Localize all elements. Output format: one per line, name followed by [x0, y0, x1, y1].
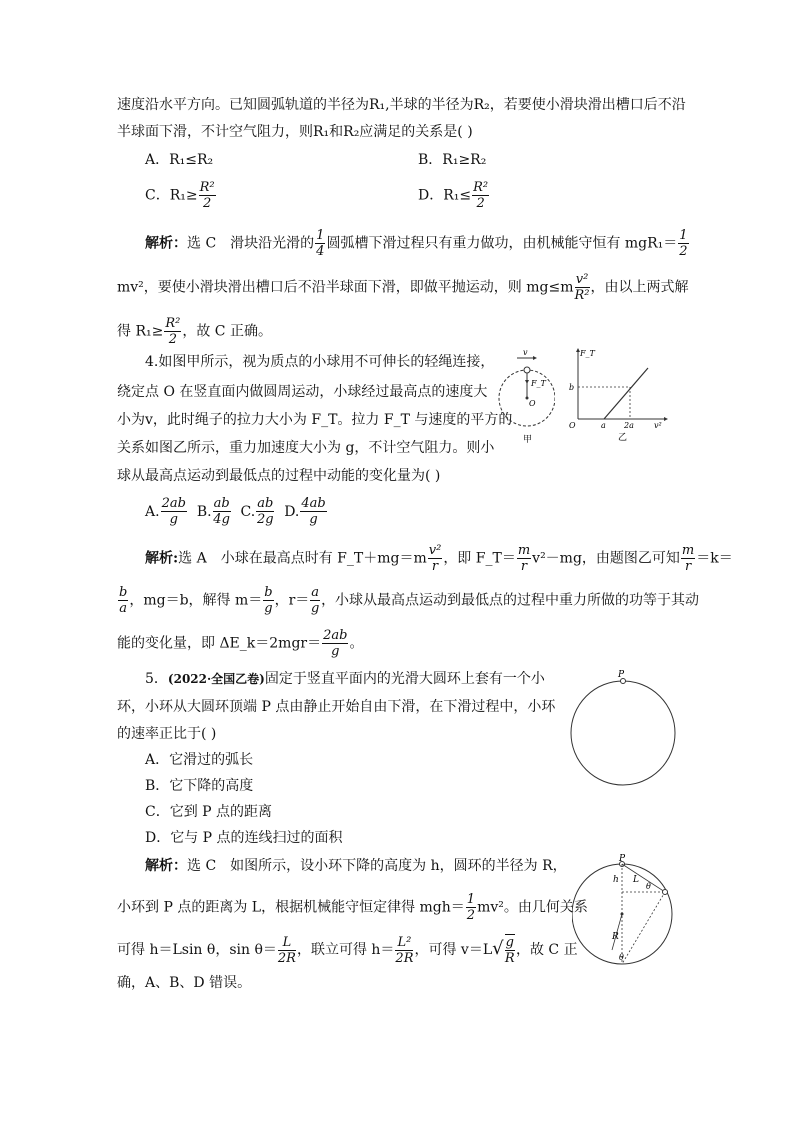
frac-den: 4g: [213, 512, 230, 527]
analysis-choice: 选 C: [187, 235, 217, 252]
label-ft: F_T: [580, 349, 595, 358]
label-theta: θ: [646, 882, 651, 891]
frac-den: r: [684, 559, 692, 574]
option-label: D.: [284, 503, 300, 520]
frac-den: 2: [679, 244, 688, 259]
q4-stem-line5: 球从最高点运动到最低点的过程中动能的变化量为( ): [117, 468, 441, 484]
geometry-svg: [572, 850, 676, 970]
q3-option-b: B．R₁≥R₂: [418, 152, 487, 168]
frac-num: ab: [257, 496, 274, 511]
frac-num: m: [681, 543, 695, 558]
graph-line: [604, 368, 648, 419]
q3-stem-line2: 半球面下滑，不计空气阻力，则R₁和R₂应满足的关系是( ): [117, 124, 473, 140]
frac-num: L²: [395, 935, 413, 951]
q3-option-c-frac: [199, 180, 216, 211]
q4-option-b: [196, 496, 232, 527]
option-label: A.: [145, 503, 160, 520]
frac-den: 2: [476, 196, 485, 211]
q3-analysis-line1: [145, 228, 690, 259]
frac-den: 2g: [256, 512, 274, 527]
analysis-label: 解析：: [145, 235, 187, 252]
label-p: P: [619, 854, 626, 864]
analysis-text: 圆弧槽下滑过程只有重力做功，由机械能守恒有 mgR₁＝: [326, 235, 678, 252]
frac: [278, 935, 296, 966]
analysis-text: ，mg＝b，解得 m＝: [129, 592, 263, 609]
analysis-text: 。: [349, 635, 364, 652]
q4-analysis-line3: [117, 628, 363, 659]
q3-option-a: A．R₁≤R₂: [145, 152, 214, 168]
analysis-text: v²－mg，由题图乙可知: [532, 550, 680, 567]
frac-quarter: [315, 228, 325, 259]
q5-stem-line3: 的速率正比于( ): [117, 726, 217, 742]
q5-number: 5．: [145, 671, 168, 687]
frac-num: v²: [428, 543, 442, 558]
label-ft: F_T: [531, 379, 546, 388]
q4-stem-line2: 绕定点 O 在竖直面内做圆周运动，小球经过最高点的速度大: [117, 384, 488, 400]
frac-num: 4ab: [301, 496, 326, 511]
q5-stem-line2: 环，小环从大圆环顶端 P 点由静止开始自由下滑，在下滑过程中，小环: [117, 699, 556, 715]
sqrt-sign: √: [492, 938, 504, 959]
frac-den: a: [119, 601, 128, 616]
frac-den: g: [309, 512, 318, 527]
frac-num: R²: [473, 180, 489, 195]
q5-analysis-line3: [117, 934, 578, 966]
frac: [263, 585, 273, 616]
analysis-text: 小环到 P 点的距离为 L，根据机械能守恒定律得 mgh＝: [117, 899, 465, 916]
analysis-text: mv²，要使小滑块滑出槽口后不沿半球面下滑，即做平抛运动，则 mg≤m: [117, 279, 574, 296]
q4-option-a: [145, 496, 188, 527]
frac-den: 2R: [395, 950, 414, 966]
frac-den: 4: [316, 244, 325, 259]
frac-den: g: [311, 601, 320, 616]
option-label: C.: [240, 503, 256, 520]
q3-analysis-line3: [117, 316, 272, 347]
analysis-text: mv²。由几何关系: [477, 899, 588, 916]
option-frac: [213, 496, 231, 527]
frac-half: [678, 228, 688, 259]
frac-sqrt: [505, 934, 515, 966]
label-p: P: [618, 670, 625, 680]
q3-stem-line1: 速度沿水平方向。已知圆弧轨道的半径为R₁,半球的半径为R₂，若要使小滑块滑出槽口后不沿: [117, 97, 686, 113]
q4-figure-jia: [495, 348, 555, 446]
q5-stem-text: 固定于竖直平面内的光滑大圆环上套有一个小: [264, 671, 545, 687]
frac-num: a: [311, 585, 320, 600]
frac: [395, 935, 413, 966]
q5-analysis-line1: [145, 856, 567, 876]
frac-den: g: [264, 601, 273, 616]
q5-figure-ring: [568, 668, 680, 790]
label-v: v: [523, 348, 528, 357]
arrowhead-icon: [533, 356, 537, 360]
label-2a: 2a: [624, 421, 634, 430]
frac-den: 2R: [277, 950, 296, 966]
frac-num: v²: [575, 272, 589, 287]
figure-yi-svg: [566, 344, 668, 444]
q3-option-d: [418, 180, 490, 211]
ring-svg: [568, 668, 680, 790]
q5-option-a: A．它滑过的弧长: [145, 752, 254, 768]
q4-stem-line4: 关系如图乙所示，重力加速度大小为 g，不计空气阻力。则小: [117, 440, 495, 456]
label-o: O: [529, 399, 536, 408]
analysis-text: 能的变化量，即 ΔE_k＝2mgr＝: [117, 635, 322, 652]
analysis-text: ，故 C 正: [515, 942, 578, 958]
q4-option-c: [240, 496, 276, 527]
analysis-label: 解析:: [145, 550, 179, 567]
frac-den: r: [520, 559, 528, 574]
frac-den: 2: [168, 332, 177, 347]
q5-option-d: D．它与 P 点的连线扫过的面积: [145, 830, 343, 846]
frac-num: b: [119, 585, 128, 600]
label-r: R: [612, 932, 619, 942]
arrowhead-icon: [664, 417, 668, 421]
frac-num: R²: [165, 316, 181, 331]
analysis-text: ，可得 v＝L: [414, 942, 493, 958]
frac-den: 2: [466, 908, 476, 923]
frac-num: 1: [679, 228, 688, 243]
label-b: b: [569, 383, 575, 392]
analysis-text: ，小球从最高点运动到最低点的过程中重力所做的功等于其动: [321, 592, 700, 609]
analysis-text: 可得 h＝Lsin θ，sin θ＝: [117, 942, 277, 958]
caption-yi: 乙: [618, 433, 628, 443]
analysis-text: 选 C 如图所示，设小环下降的高度为 h，圆环的半径为 R，: [187, 858, 567, 874]
analysis-text: ，故 C 正确。: [182, 323, 272, 340]
analysis-label: 解析：: [145, 858, 187, 874]
frac-num: 2ab: [161, 496, 186, 511]
q3-option-d-text: D．R₁≤: [418, 187, 472, 204]
frac-den: g: [331, 644, 340, 659]
q4-stem-line1: 4.如图甲所示，视为质点的小球用不可伸长的轻绳连接，: [145, 354, 495, 370]
q5-analysis-line4: 确，A、B、D 错误。: [117, 975, 252, 991]
q5-source: (2022·全国乙卷): [167, 672, 265, 686]
frac-num: 1: [466, 892, 476, 907]
frac-num: m: [517, 543, 531, 558]
option-frac: [256, 496, 274, 527]
option-frac: [161, 496, 187, 527]
analysis-text: ，r＝: [274, 592, 310, 609]
frac: [466, 892, 476, 923]
analysis-text: ，即 F_T＝: [443, 550, 516, 567]
analysis-text: ，由以上两式解: [590, 279, 689, 296]
q4-option-d: [284, 496, 328, 527]
label-h: h: [613, 875, 619, 885]
label-a: a: [601, 421, 606, 430]
q4-options: [145, 496, 328, 527]
frac-num: ab: [213, 496, 230, 511]
analysis-text: ，联立可得 h＝: [296, 942, 395, 958]
frac: [322, 628, 348, 659]
frac-r2-2: [164, 316, 181, 347]
frac-den: R: [504, 951, 515, 966]
frac-num: 2ab: [323, 628, 348, 643]
label-l: L: [633, 875, 639, 885]
frac-v2-r2: [575, 272, 590, 303]
frac-den: g: [169, 512, 178, 527]
option-frac: [300, 496, 326, 527]
frac-num: 1: [316, 228, 325, 243]
analysis-text: ＝k＝: [696, 550, 733, 567]
q4-analysis-line1: [145, 543, 733, 574]
frac: [310, 585, 320, 616]
frac-den: r: [431, 559, 439, 574]
option-label: B.: [196, 503, 212, 520]
q3-option-c: [145, 180, 217, 211]
label-o: O: [569, 421, 576, 430]
frac-num: b: [264, 585, 273, 600]
frac-num: g: [505, 935, 514, 950]
frac: [428, 543, 443, 574]
analysis-text: 得 R₁≥: [117, 323, 164, 340]
q3-option-d-frac: [472, 180, 489, 211]
frac: [118, 585, 128, 616]
q4-figure-yi: [566, 344, 668, 444]
figure-jia-svg: [495, 348, 555, 446]
arrowhead-icon: [525, 380, 529, 384]
q5-analysis-line2: [117, 892, 588, 923]
q5-option-c: C．它到 P 点的距离: [145, 804, 273, 820]
analysis-text: 选 A 小球在最高点时有 F_T＋mg＝m: [178, 550, 427, 567]
frac: [681, 543, 695, 574]
frac-den: 2: [202, 196, 212, 211]
q5-figure-geometry: [572, 850, 676, 970]
label-theta2: θ: [619, 953, 624, 962]
ball-icon: [524, 367, 530, 373]
q3-analysis-line2: [117, 272, 689, 303]
frac: [517, 543, 531, 574]
q4-analysis-line2: [117, 585, 699, 616]
big-ring: [571, 681, 675, 785]
q5-stem-line1: [145, 669, 545, 689]
q5-option-b: B．它下降的高度: [145, 778, 254, 794]
frac-den: R²: [574, 288, 590, 303]
ring-position-icon: [663, 890, 668, 895]
label-v2: v²: [654, 421, 662, 430]
frac-num: R²: [199, 180, 215, 195]
chord-l: [622, 864, 665, 892]
frac-num: L: [278, 935, 296, 951]
q3-option-c-text: C．R₁≥: [145, 187, 198, 204]
chord-lower: [622, 892, 665, 964]
q4-stem-line3: 小为v，此时绳子的拉力大小为 F_T。拉力 F_T 与速度的平方的: [117, 412, 513, 428]
analysis-text: 滑块沿光滑的: [230, 235, 315, 252]
caption-jia: 甲: [523, 435, 533, 445]
